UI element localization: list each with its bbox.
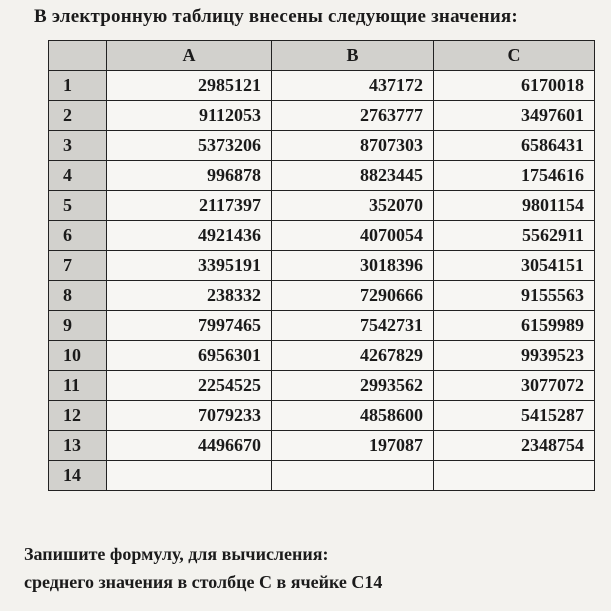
row-header[interactable]: 1 [49, 71, 107, 101]
cell-c[interactable]: 3054151 [434, 251, 595, 281]
cell-c[interactable]: 3497601 [434, 101, 595, 131]
cell-c[interactable]: 2348754 [434, 431, 595, 461]
cell-b[interactable]: 437172 [272, 71, 434, 101]
row-header[interactable]: 10 [49, 341, 107, 371]
task-line-2: среднего значения в столбце С в ячейке С14 [24, 572, 383, 592]
row-header[interactable]: 14 [49, 461, 107, 491]
cell-b[interactable]: 4070054 [272, 221, 434, 251]
spreadsheet [48, 40, 594, 491]
row-header[interactable]: 11 [49, 371, 107, 401]
cell-a[interactable]: 7997465 [107, 311, 272, 341]
cell-b[interactable]: 3018396 [272, 251, 434, 281]
row-header[interactable]: 9 [49, 311, 107, 341]
row-header[interactable]: 13 [49, 431, 107, 461]
cell-b[interactable]: 7542731 [272, 311, 434, 341]
cell-a[interactable]: 9112053 [107, 101, 272, 131]
cell-b[interactable]: 8707303 [272, 131, 434, 161]
table-row [49, 251, 595, 281]
cell-a[interactable]: 6956301 [107, 341, 272, 371]
row-header[interactable]: 8 [49, 281, 107, 311]
spreadsheet-table [48, 40, 595, 491]
cell-c[interactable]: 5415287 [434, 401, 595, 431]
table-row [49, 431, 595, 461]
cell-c[interactable]: 3077072 [434, 371, 595, 401]
cell-b[interactable]: 7290666 [272, 281, 434, 311]
cell-b[interactable]: 2993562 [272, 371, 434, 401]
table-row [49, 281, 595, 311]
cell-a[interactable]: 2985121 [107, 71, 272, 101]
row-header[interactable]: 3 [49, 131, 107, 161]
task-text [24, 540, 382, 596]
column-header-b[interactable]: B [272, 41, 434, 71]
table-row [49, 131, 595, 161]
cell-b[interactable]: 352070 [272, 191, 434, 221]
cell-c[interactable] [434, 461, 595, 491]
row-header[interactable]: 12 [49, 401, 107, 431]
cell-c[interactable]: 6586431 [434, 131, 595, 161]
cell-c[interactable]: 1754616 [434, 161, 595, 191]
table-row [49, 371, 595, 401]
task-line-1: Запишите формулу, для вычисления: [24, 544, 329, 564]
row-header[interactable]: 2 [49, 101, 107, 131]
cell-a[interactable]: 4921436 [107, 221, 272, 251]
cell-a[interactable]: 7079233 [107, 401, 272, 431]
cell-b[interactable] [272, 461, 434, 491]
row-header[interactable]: 4 [49, 161, 107, 191]
cell-c[interactable]: 9801154 [434, 191, 595, 221]
corner-cell [49, 41, 107, 71]
cell-c[interactable]: 9155563 [434, 281, 595, 311]
cell-b[interactable]: 8823445 [272, 161, 434, 191]
cell-a[interactable]: 996878 [107, 161, 272, 191]
table-row [49, 101, 595, 131]
column-header-c[interactable]: C [434, 41, 595, 71]
cell-b[interactable]: 4267829 [272, 341, 434, 371]
table-row [49, 401, 595, 431]
cell-a[interactable]: 2117397 [107, 191, 272, 221]
cell-a[interactable]: 2254525 [107, 371, 272, 401]
cell-a[interactable]: 4496670 [107, 431, 272, 461]
cell-c[interactable]: 6170018 [434, 71, 595, 101]
row-header[interactable]: 5 [49, 191, 107, 221]
cell-b[interactable]: 197087 [272, 431, 434, 461]
table-row [49, 341, 595, 371]
column-header-a[interactable]: A [107, 41, 272, 71]
cell-c[interactable]: 6159989 [434, 311, 595, 341]
table-row [49, 221, 595, 251]
column-header-row [49, 41, 595, 71]
row-header[interactable]: 7 [49, 251, 107, 281]
page-heading: В электронную таблицу внесены следующие значения: [34, 6, 518, 27]
cell-a[interactable]: 238332 [107, 281, 272, 311]
cell-b[interactable]: 4858600 [272, 401, 434, 431]
cell-a[interactable]: 5373206 [107, 131, 272, 161]
table-row [49, 461, 595, 491]
cell-c[interactable]: 9939523 [434, 341, 595, 371]
cell-a[interactable] [107, 461, 272, 491]
table-row [49, 191, 595, 221]
cell-b[interactable]: 2763777 [272, 101, 434, 131]
cell-a[interactable]: 3395191 [107, 251, 272, 281]
cell-c[interactable]: 5562911 [434, 221, 595, 251]
table-row [49, 311, 595, 341]
row-header[interactable]: 6 [49, 221, 107, 251]
table-row [49, 161, 595, 191]
table-row [49, 71, 595, 101]
